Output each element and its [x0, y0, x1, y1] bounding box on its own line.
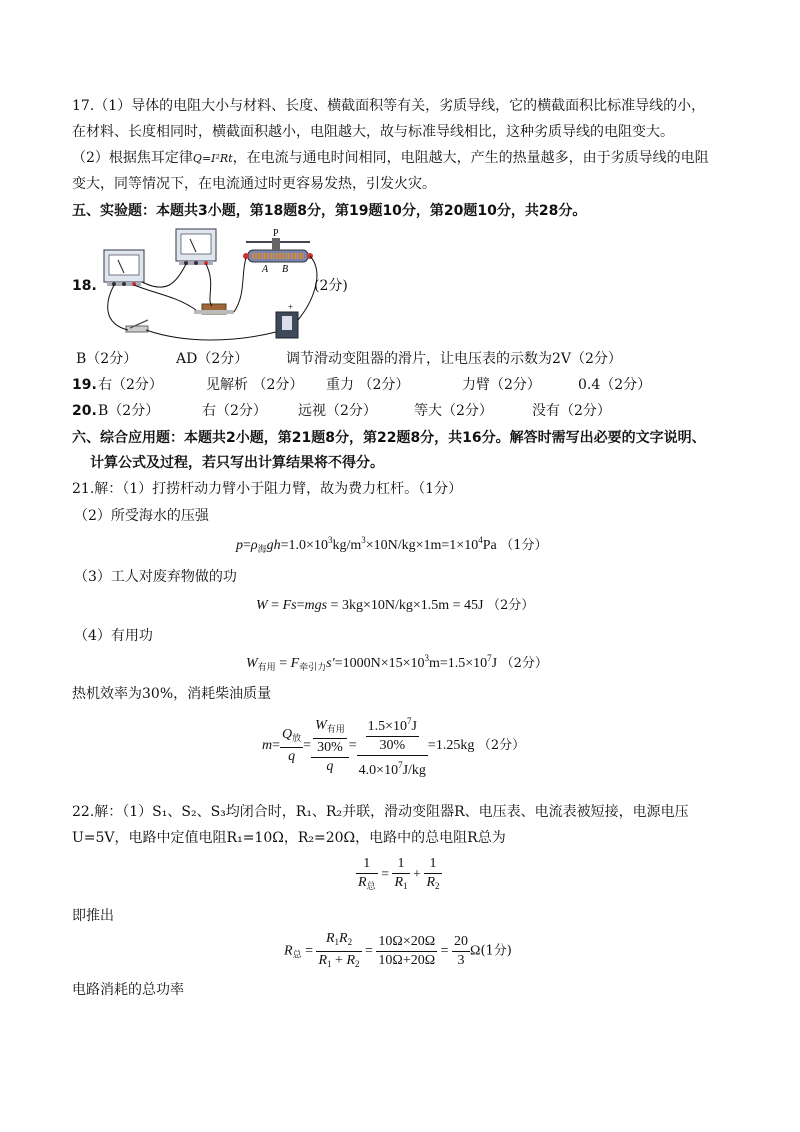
- rheostat-label-a: A: [262, 264, 269, 275]
- q20-number: 20.: [72, 403, 97, 419]
- q18-answer-3: 调节滑动变阻器的滑片，让电压表的示数为2V（2分）: [286, 351, 622, 367]
- q21-useful-work-equation: $W_{有用} = F_{牵引力}s'=1000N\times 15\times 10^3m=1.5\times 10^7J$ （2分）: [246, 653, 548, 672]
- q21-work-equation: W = Fs=mgs = 3kg×10N/kg×1.5m = 45J （2分）: [256, 598, 535, 613]
- q22-power: 电路消耗的总功率: [72, 982, 184, 998]
- section6-heading-line1: 六、综合应用题：本题共2小题，第21题8分，第22题8分，共16分。解答时需写出必要的文字说明、: [72, 430, 706, 446]
- q21-mass-equation: m= $\frac{Q_放}{q}$ = $\frac{\frac{W_{有用}}{30\%}}{q}$ = $\frac{\frac{1.5\times 10^7J}{30\%}}{4.0\times 10^7J/kg}$ =1.25kg （2分）: [262, 712, 525, 780]
- q20-answer-5: 没有（2分）: [532, 403, 611, 419]
- q19-answer-5: 0.4（2分）: [578, 377, 652, 393]
- q19-answer-4: 力臂（2分）: [462, 377, 541, 393]
- q19-answer-2: 见解析 （2分）: [206, 377, 304, 393]
- circuit-diagram: [96, 224, 336, 344]
- q21-line1: 21.解：（1）打捞杆动力臂小于阻力臂，故为费力杠杆。（1分）: [72, 481, 463, 497]
- switch: [126, 326, 148, 332]
- q21-efficiency: 热机效率为30%，消耗柴油质量: [72, 686, 272, 702]
- q17-line1: 17.（1）导体的电阻大小与材料、长度、横截面积等有关，劣质导线，它的横截面积比标准导线的小，: [72, 98, 706, 114]
- q20-answer-2: 右（2分）: [202, 403, 267, 419]
- q17-line3-end: ，在电流与通电时间相同，电阻越大，产生的热量越多，由于劣质导线的电阻: [232, 150, 709, 166]
- q21-part4: （4）有用功: [74, 628, 153, 644]
- q18-answer-2: AD（2分）: [176, 351, 249, 367]
- q18-number: 18.: [72, 278, 97, 294]
- rheostat-label-p: P: [273, 228, 279, 239]
- q20-answer-3: 远视（2分）: [298, 403, 377, 419]
- q21-eq3-points: （2分）: [486, 598, 535, 613]
- q22-parallel-resistance-equation: $\frac{1}{R_总}$ = $\frac{1}{R_1}$ + $\frac{1}{R_2}$: [358, 856, 440, 891]
- q19-number: 19.: [72, 377, 97, 393]
- q17-line4: 变大，同等情况下，在电流通过时更容易发热，引发火灾。: [72, 176, 436, 192]
- rheostat-label-b: B: [282, 264, 289, 275]
- q22-line1: 22.解：（1）S₁、S₂、S₃均闭合时，R₁、R₂并联，滑动变阻器R、电压表、电流表被短接，电源电压: [72, 804, 689, 820]
- q20-answer-4: 等大（2分）: [414, 403, 493, 419]
- q22-eq2-points: (1分): [480, 943, 512, 959]
- q19-answer-1: 右（2分）: [98, 377, 163, 393]
- joule-law-formula: Q=I²Rt: [192, 152, 233, 165]
- q18-figure-points: (2分): [314, 278, 348, 294]
- q19-answer-3: 重力 （2分）: [326, 377, 410, 393]
- q17-line3-start: （2）根据焦耳定律: [72, 150, 193, 166]
- q21-eq4-points: （2分）: [500, 656, 548, 671]
- q21-eq5-points: （2分）: [477, 738, 526, 754]
- q22-line2: U=5V，电路中定值电阻R₁=10Ω，R₂=20Ω，电路中的总电阻R总为: [72, 830, 506, 846]
- battery-plus-label: +: [288, 302, 294, 312]
- q21-part2: （2）所受海水的压强: [74, 508, 209, 524]
- q22-derive: 即推出: [72, 908, 114, 924]
- q22-total-resistance-equation: $R_总$ = $\frac{R_1R_2}{R_1 + R_2}$ = $\frac{10\Omega\times 20\Omega}{10\Omega+20\Omega}$ = $\frac{20}{3}$ Ω(1分): [284, 931, 512, 969]
- q17-line3: [72, 148, 709, 169]
- q20-answer-1: B（2分）: [98, 403, 160, 419]
- q18-answer-1: B（2分）: [76, 351, 138, 367]
- q17-line2: 在材料、长度相同时，横截面积越小，电阻越大，故与标准导线相比，这种劣质导线的电阻变大。: [72, 124, 674, 140]
- q21-part3: （3）工人对废弃物做的功: [74, 569, 237, 585]
- q21-eq2-points: （1分）: [500, 538, 548, 553]
- section5-heading: 五、实验题：本题共3小题，第18题8分，第19题10分，第20题10分，共28分。: [72, 203, 587, 219]
- section6-heading-line2: 计算公式及过程，若只写出计算结果将不得分。: [90, 455, 384, 471]
- q21-pressure-equation: $p=\rho_海gh=1.0\times 10^3kg/m^3\times 10N/kg\times 1m=1\times 10^4Pa$ （1分）: [236, 535, 548, 554]
